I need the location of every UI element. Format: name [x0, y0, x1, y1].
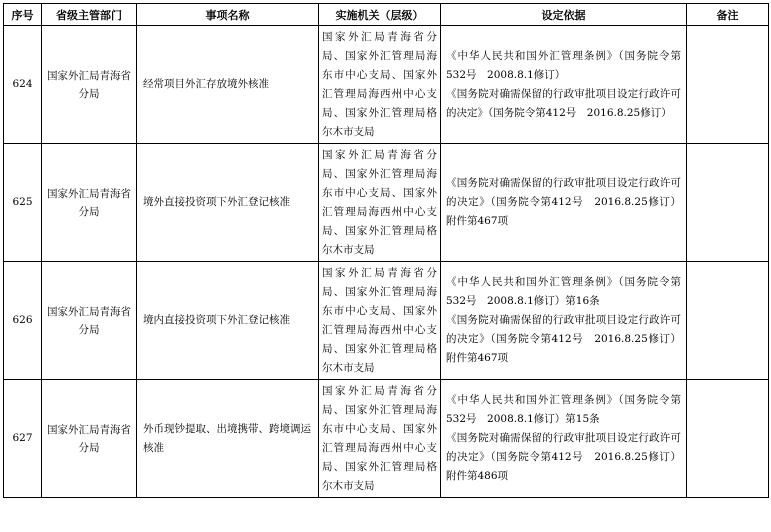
basis-line: 《中华人民共和国外汇管理条例》（国务院令第532号 2008.8.1修订）第16条 — [446, 276, 681, 307]
header-org: 实施机关（层级） — [319, 4, 441, 26]
cell-basis — [441, 380, 687, 498]
basis-line: 《国务院对确需保留的行政审批项目设定行政许可的决定》（国务院令第412号 2016.8.25修订）附件第467项 — [446, 177, 681, 227]
header-note: 备注 — [687, 4, 769, 26]
cell-note — [687, 144, 769, 262]
cell-org: 国家外汇局青海省分局、国家外汇管理局海东市中心支局、国家外汇管理局海西州中心支局、国家外汇管理局格尔木市支局 — [319, 144, 441, 262]
header-seq: 序号 — [4, 4, 42, 26]
cell-basis — [441, 262, 687, 380]
cell-note — [687, 380, 769, 498]
cell-seq: 627 — [4, 380, 42, 498]
cell-note — [687, 262, 769, 380]
cell-seq: 625 — [4, 144, 42, 262]
basis-line: 《国务院对确需保留的行政审批项目设定行政许可的决定》（国务院令第412号 2016.8.25修订）附件第467项 — [446, 314, 681, 364]
basis-line: 《国务院对确需保留的行政审批项目设定行政许可的决定》（国务院令第412号 2016.8.25修订）附件第486项 — [446, 432, 681, 482]
table-row — [4, 144, 769, 262]
cell-dept: 国家外汇局青海省分局 — [42, 380, 137, 498]
basis-line: 《中华人民共和国外汇管理条例》（国务院令第532号 2008.8.1修订） — [446, 49, 681, 81]
approval-items-table — [3, 3, 769, 498]
header-basis: 设定依据 — [441, 4, 687, 26]
cell-org: 国家外汇局青海省分局、国家外汇管理局海东市中心支局、国家外汇管理局海西州中心支局、国家外汇管理局格尔木市支局 — [319, 262, 441, 380]
header-dept: 省级主管部门 — [42, 4, 137, 26]
cell-note — [687, 26, 769, 144]
cell-org: 国家外汇局青海省分局、国家外汇管理局海东市中心支局、国家外汇管理局海西州中心支局、国家外汇管理局格尔木市支局 — [319, 380, 441, 498]
cell-item: 经常项目外汇存放境外核准 — [137, 26, 319, 144]
cell-seq: 624 — [4, 26, 42, 144]
cell-dept: 国家外汇局青海省分局 — [42, 26, 137, 144]
header-item: 事项名称 — [137, 4, 319, 26]
cell-dept: 国家外汇局青海省分局 — [42, 144, 137, 262]
cell-item: 外币现钞提取、出境携带、跨境调运核准 — [137, 380, 319, 498]
table-row — [4, 26, 769, 144]
table-row — [4, 380, 769, 498]
cell-org: 国家外汇局青海省分局、国家外汇管理局海东市中心支局、国家外汇管理局海西州中心支局、国家外汇管理局格尔木市支局 — [319, 26, 441, 144]
cell-basis — [441, 26, 687, 144]
cell-dept: 国家外汇局青海省分局 — [42, 262, 137, 380]
cell-item: 境内直接投资项下外汇登记核准 — [137, 262, 319, 380]
cell-seq: 626 — [4, 262, 42, 380]
basis-line: 《中华人民共和国外汇管理条例》（国务院令第532号 2008.8.1修订）第15条 — [446, 394, 681, 425]
cell-item: 境外直接投资项下外汇登记核准 — [137, 144, 319, 262]
basis-line: 《国务院对确需保留的行政审批项目设定行政许可的决定》（国务院令第412号 2016.8.25修订） — [446, 87, 681, 119]
table-row — [4, 262, 769, 380]
table-header-row — [4, 4, 769, 26]
cell-basis — [441, 144, 687, 262]
